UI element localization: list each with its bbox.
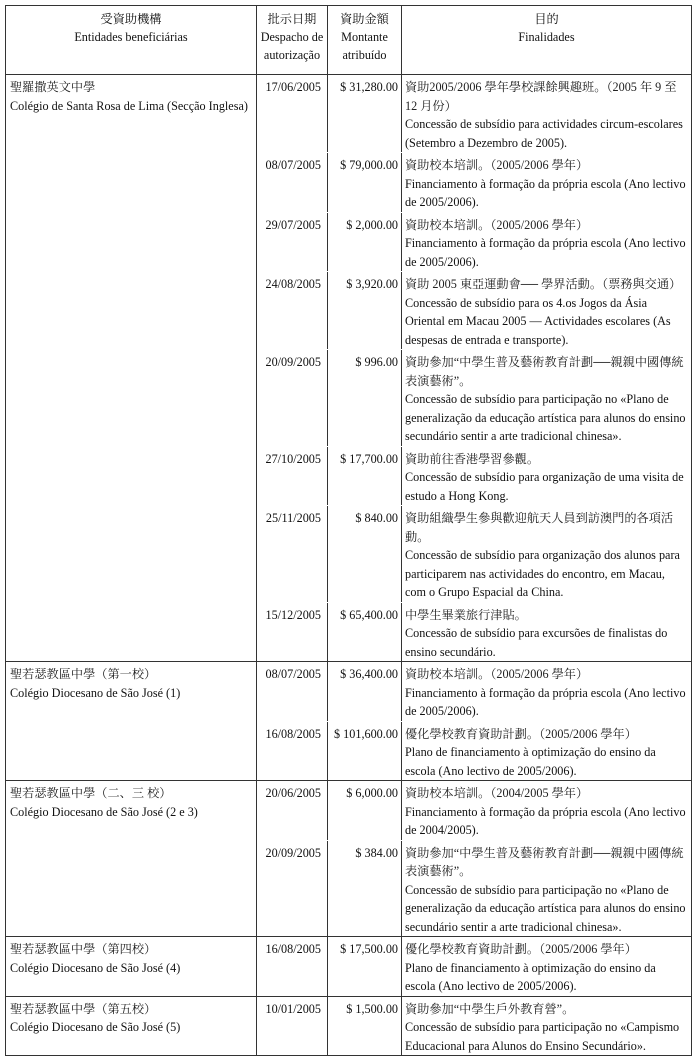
amount-value: $ 384.00 <box>328 841 402 937</box>
table-header-row <box>6 6 692 75</box>
purpose-text <box>402 606 691 662</box>
entity-cell <box>6 937 257 997</box>
amount-value: $ 996.00 <box>328 350 402 446</box>
subsidy-item <box>257 840 691 937</box>
purpose-zh: 資助參加“中學生普及藝術教育計劃──親親中國傳統表演藝術”。 <box>405 355 684 388</box>
entity-name-zh: 聖羅撒英文中學 <box>10 80 96 94</box>
amount-value: $ 1,500.00 <box>328 997 402 1056</box>
purpose-zh: 資助2005/2006 學年學校課餘興趣班。（2005 年 9 至 12 月份） <box>405 80 677 113</box>
purpose-text <box>402 353 691 446</box>
authorization-date: 16/08/2005 <box>257 722 328 781</box>
subsidy-item <box>257 75 691 152</box>
purpose-zh: 資助前往香港學習參觀。 <box>405 451 540 466</box>
authorization-date: 08/07/2005 <box>257 153 328 212</box>
purpose-text <box>402 275 691 349</box>
header-purpose: 目的 Finalidades <box>402 6 692 75</box>
amount-value: $ 36,400.00 <box>328 662 402 721</box>
authorization-date: 24/08/2005 <box>257 272 328 349</box>
header-amount: 資助金額 Montante atribuído <box>328 6 402 75</box>
subsidy-item <box>257 781 691 840</box>
authorization-date: 08/07/2005 <box>257 662 328 721</box>
entity-name-zh: 聖若瑟教區中學（第五校） <box>10 1001 157 1016</box>
purpose-pt: Plano de financiamento à optimização do ensino da escola (Ano lectivo de 2005/2006). <box>405 745 656 778</box>
subsidy-item <box>257 271 691 349</box>
purpose-text <box>402 156 691 212</box>
purpose-pt: Concessão de subsídio para excursões de finalistas do ensino secundário. <box>405 626 668 659</box>
purpose-text <box>402 940 691 996</box>
purpose-pt: Concessão de subsídio para actividades circum-escolares (Setembro a Dezembro de 2005). <box>405 117 683 150</box>
purpose-pt: Concessão de subsídio para participação no «Campismo Educacional para Alunos do Ensino Secundário». <box>405 1020 680 1053</box>
subsidy-items-cell <box>257 937 692 997</box>
entity-name-pt: Colégio Diocesano de São José (1) <box>10 685 181 700</box>
authorization-date: 29/07/2005 <box>257 213 328 272</box>
purpose-pt: Plano de financiamento à optimização do ensino da escola (Ano lectivo de 2005/2006). <box>405 960 656 993</box>
purpose-text <box>402 216 691 272</box>
subsidy-items-cell <box>257 662 692 781</box>
entity-cell <box>6 75 257 662</box>
authorization-date: 17/06/2005 <box>257 75 328 152</box>
subsidy-item <box>257 349 691 446</box>
entity-name-zh: 聖若瑟教區中學（第四校） <box>10 942 157 956</box>
purpose-pt: Financiamento à formação da própria escola (Ano lectivo de 2005/2006). <box>405 685 686 718</box>
purpose-pt: Concessão de subsídio para participação no «Plano de generalização da educação artística para alunos do ensino secundário sentir a arte tradicional chinesa». <box>405 392 686 443</box>
subsidy-item <box>257 937 691 996</box>
purpose-text <box>402 78 691 152</box>
amount-value: $ 3,920.00 <box>328 272 402 349</box>
entity-name-pt: Colégio Diocesano de São José (2 e 3) <box>10 804 198 819</box>
purpose-text <box>402 450 691 506</box>
authorization-date: 27/10/2005 <box>257 447 328 506</box>
purpose-zh: 資助參加“中學生普及藝術教育計劃──親親中國傳統表演藝術”。 <box>405 845 684 878</box>
amount-value: $ 31,280.00 <box>328 75 402 152</box>
subsidy-item <box>257 505 691 602</box>
entity-name-pt: Colégio de Santa Rosa de Lima (Secção Inglesa) <box>10 98 248 113</box>
authorization-date: 20/06/2005 <box>257 781 328 840</box>
authorization-date: 20/09/2005 <box>257 841 328 937</box>
amount-value: $ 6,000.00 <box>328 781 402 840</box>
table-row <box>6 781 692 937</box>
purpose-text <box>402 1000 691 1056</box>
authorization-date: 25/11/2005 <box>257 506 328 602</box>
subsidy-item <box>257 602 691 662</box>
purpose-text <box>402 844 691 937</box>
authorization-date: 10/01/2005 <box>257 997 328 1056</box>
subsidy-item <box>257 446 691 506</box>
purpose-zh: 資助參加“中學生戶外教育營”。 <box>405 1001 575 1016</box>
subsidy-item <box>257 997 691 1056</box>
purpose-pt: Concessão de subsídio para os 4.os Jogos da Ásia Oriental em Macau 2005 — Actividades escolares (As despesas de entrada e transporte). <box>405 295 671 347</box>
amount-value: $ 2,000.00 <box>328 213 402 272</box>
authorization-date: 16/08/2005 <box>257 937 328 996</box>
purpose-zh: 資助校本培訓。（2005/2006 學年） <box>405 158 589 172</box>
amount-value: $ 79,000.00 <box>328 153 402 212</box>
purpose-pt: Concessão de subsídio para organização de uma visita de estudo a Hong Kong. <box>405 470 684 503</box>
entity-name-zh: 聖若瑟教區中學（第一校） <box>10 667 157 681</box>
subsidy-item <box>257 152 691 212</box>
purpose-zh: 資助組織學生參與歡迎航天人員到訪澳門的各項活動。 <box>405 511 674 544</box>
purpose-text <box>402 509 691 602</box>
table-row <box>6 937 692 997</box>
purpose-zh: 中學生畢業旅行津貼。 <box>405 607 527 622</box>
subsidy-items-cell <box>257 781 692 937</box>
purpose-zh: 資助校本培訓。（2004/2005 學年） <box>405 786 589 800</box>
purpose-zh: 資助 2005 東亞運動會── 學界活動。（票務與交通） <box>405 277 682 291</box>
purpose-zh: 資助校本培訓。（2005/2006 學年） <box>405 217 589 232</box>
authorization-date: 20/09/2005 <box>257 350 328 446</box>
purpose-pt: Concessão de subsídio para participação no «Plano de generalização da educação artística para alunos do ensino secundário sentir a arte tradicional chinesa». <box>405 882 686 934</box>
amount-value: $ 17,500.00 <box>328 937 402 996</box>
purpose-zh: 優化學校教育資助計劃。（2005/2006 學年） <box>405 942 637 956</box>
purpose-pt: Financiamento à formação da própria escola (Ano lectivo de 2004/2005). <box>405 804 686 837</box>
purpose-text <box>402 665 691 721</box>
table-row <box>6 75 692 662</box>
entity-cell <box>6 781 257 937</box>
subsidy-item <box>257 721 691 781</box>
purpose-pt: Financiamento à formação da própria escola (Ano lectivo de 2005/2006). <box>405 176 686 209</box>
subsidy-item <box>257 212 691 272</box>
entity-name-pt: Colégio Diocesano de São José (4) <box>10 960 181 975</box>
purpose-pt: Financiamento à formação da própria escola (Ano lectivo de 2005/2006). <box>405 236 686 269</box>
amount-value: $ 101,600.00 <box>328 722 402 781</box>
purpose-pt: Concessão de subsídio para organização dos alunos para participarem nas actividades do encontro, em Macau, com o Grupo Espacial da China. <box>405 548 680 599</box>
purpose-text <box>402 725 691 781</box>
amount-value: $ 17,700.00 <box>328 447 402 506</box>
purpose-zh: 優化學校教育資助計劃。（2005/2006 學年） <box>405 726 637 741</box>
subsidy-table <box>5 5 692 1056</box>
entity-name-zh: 聖若瑟教區中學（二、三 校） <box>10 786 172 800</box>
purpose-text <box>402 784 691 840</box>
header-date: 批示日期 Despacho de autorização <box>257 6 328 75</box>
header-entities: 受資助機構 Entidades beneficiárias <box>6 6 257 75</box>
table-row <box>6 662 692 781</box>
purpose-zh: 資助校本培訓。（2005/2006 學年） <box>405 667 589 681</box>
authorization-date: 15/12/2005 <box>257 603 328 662</box>
amount-value: $ 840.00 <box>328 506 402 602</box>
subsidy-item <box>257 662 691 721</box>
entity-cell <box>6 662 257 781</box>
amount-value: $ 65,400.00 <box>328 603 402 662</box>
entity-name-pt: Colégio Diocesano de São José (5) <box>10 1020 181 1034</box>
subsidy-items-cell <box>257 75 692 662</box>
